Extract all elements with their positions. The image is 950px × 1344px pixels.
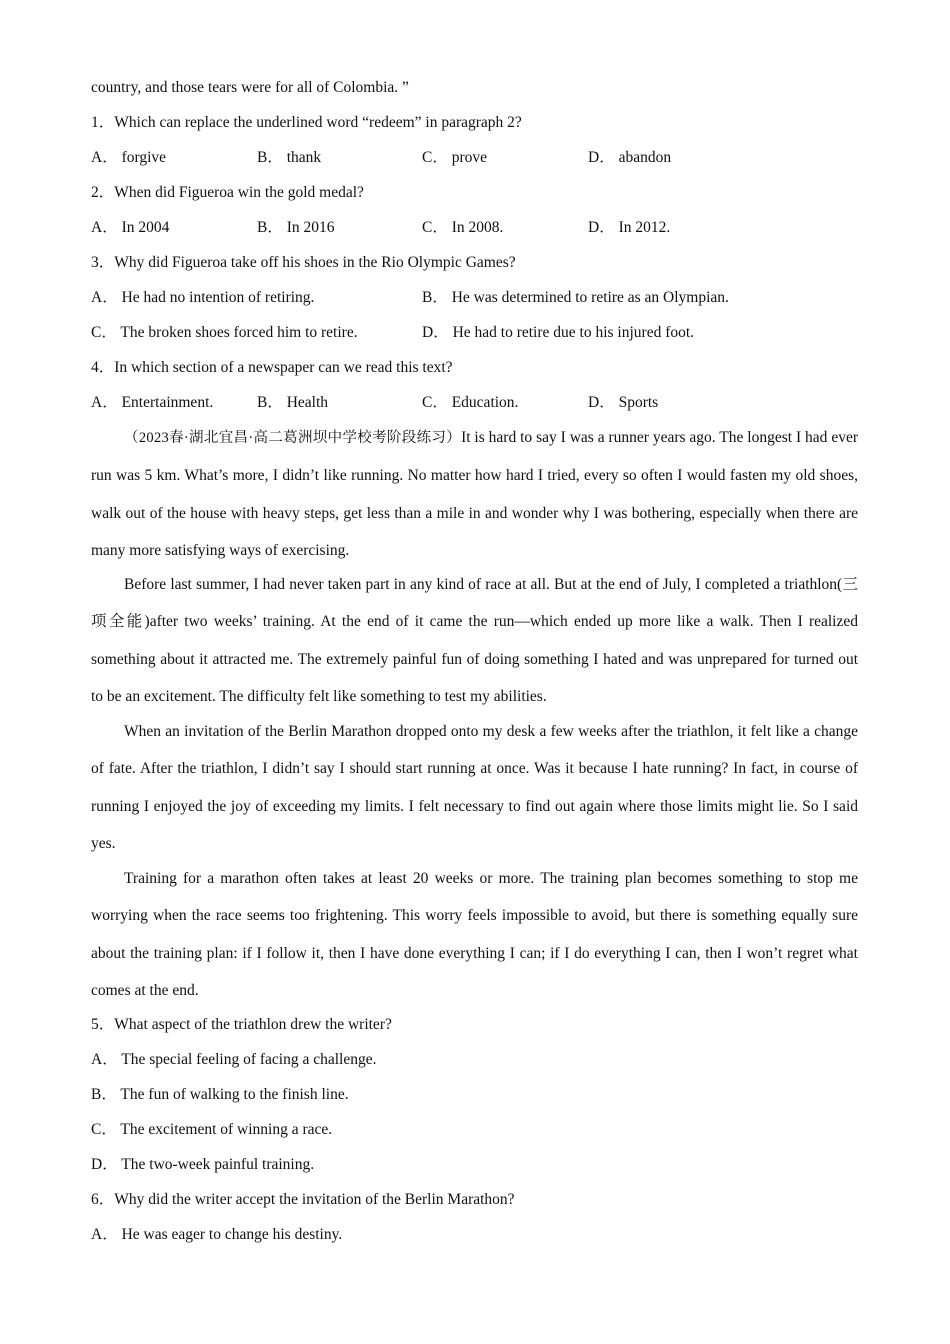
question-4 bbox=[91, 350, 453, 385]
option-2b: B． In 2016 bbox=[257, 219, 335, 236]
question-3 bbox=[91, 245, 516, 280]
option-4c: C． Education. bbox=[422, 394, 519, 411]
passage-paragraph-3 bbox=[91, 713, 858, 862]
option-4b: B． Health bbox=[257, 394, 329, 411]
option-4a: A． Entertainment. bbox=[91, 394, 214, 411]
question-number: 3． bbox=[91, 254, 115, 271]
paragraph-text: Before last summer, I had never taken part in any kind of race at all. But at the end of July, I completed a triathlon(三项全能)after two weeks’ training. At the end of it came the run—which ended up more like a walk. Then I realized something about it attracted me. The extremely painful fun of doing something I hated and was unprepared for turned out to be an excitement. The difficulty felt like something to test my abilities. bbox=[91, 576, 858, 705]
question-number: 2． bbox=[91, 184, 115, 201]
passage-source: （2023春·湖北宜昌·高二葛洲坝中学校考阶段练习） bbox=[124, 430, 462, 446]
question-text: Why did Figueroa take off his shoes in the Rio Olympic Games? bbox=[114, 254, 516, 271]
paragraph-text: It is hard to say I was a runner years ago. The longest I had ever run was 5 km. What’s more, I didn’t like running. No matter how hard I tried, every so often I would fasten my old shoes, walk out of the house with heavy steps, get less than a mile in and wonder why I was bothering, especially when there are many more satisfying ways of exercising. bbox=[91, 429, 858, 559]
paragraph-text: When an invitation of the Berlin Marathon dropped onto my desk a few weeks after the triathlon, it felt like a change of fate. After the triathlon, I didn’t say I should start running at once. Was it because I hate running? In fact, in course of running I enjoyed the joy of exceeding my limits. I felt necessary to find out again where those limits might lie. So I said yes. bbox=[91, 723, 858, 852]
question-6 bbox=[91, 1182, 515, 1217]
option-1a: A． forgive bbox=[91, 149, 167, 166]
option-3c: C． The broken shoes forced him to retire. bbox=[91, 324, 358, 341]
question-text: In which section of a newspaper can we read this text? bbox=[114, 359, 453, 376]
intro-tail-line: country, and those tears were for all of Colombia. ” bbox=[91, 79, 409, 96]
option-3b: B． He was determined to retire as an Olympian. bbox=[422, 289, 729, 306]
option-3a: A． He had no intention of retiring. bbox=[91, 289, 315, 306]
paragraph-text: Training for a marathon often takes at least 20 weeks or more. The training plan becomes something to stop me worrying when the race seems too frightening. This worry feels impossible to avoid, but there is something equally sure about the training plan: if I follow it, then I have done everything I can; if I do everything I can, then I won’t regret what comes at the end. bbox=[91, 870, 858, 999]
option-4d: D． Sports bbox=[588, 394, 659, 411]
passage-paragraph-1 bbox=[91, 419, 858, 569]
option-6a: A． He was eager to change his destiny. bbox=[91, 1226, 343, 1243]
option-2c: C． In 2008. bbox=[422, 219, 504, 236]
option-5a: A． The special feeling of facing a challenge. bbox=[91, 1051, 377, 1068]
option-5b: B． The fun of walking to the finish line. bbox=[91, 1086, 349, 1103]
question-text: Which can replace the underlined word “redeem” in paragraph 2? bbox=[114, 114, 522, 131]
question-text: When did Figueroa win the gold medal? bbox=[114, 184, 364, 201]
question-text: Why did the writer accept the invitation of the Berlin Marathon? bbox=[114, 1191, 515, 1208]
option-2a: A． In 2004 bbox=[91, 219, 170, 236]
option-3d: D． He had to retire due to his injured foot. bbox=[422, 324, 695, 341]
question-number: 5． bbox=[91, 1016, 115, 1033]
option-5d: D． The two-week painful training. bbox=[91, 1156, 315, 1173]
option-2d: D． In 2012. bbox=[588, 219, 671, 236]
question-2 bbox=[91, 175, 364, 210]
question-5 bbox=[91, 1007, 392, 1042]
question-1 bbox=[91, 105, 522, 140]
question-text: What aspect of the triathlon drew the writer? bbox=[114, 1016, 392, 1033]
question-number: 4． bbox=[91, 359, 115, 376]
question-number: 6． bbox=[91, 1191, 115, 1208]
option-1b: B． thank bbox=[257, 149, 322, 166]
passage-paragraph-4 bbox=[91, 860, 858, 1009]
option-1d: D． abandon bbox=[588, 149, 672, 166]
passage-paragraph-2 bbox=[91, 566, 858, 715]
option-1c: C． prove bbox=[422, 149, 488, 166]
question-number: 1． bbox=[91, 114, 115, 131]
option-5c: C． The excitement of winning a race. bbox=[91, 1121, 333, 1138]
